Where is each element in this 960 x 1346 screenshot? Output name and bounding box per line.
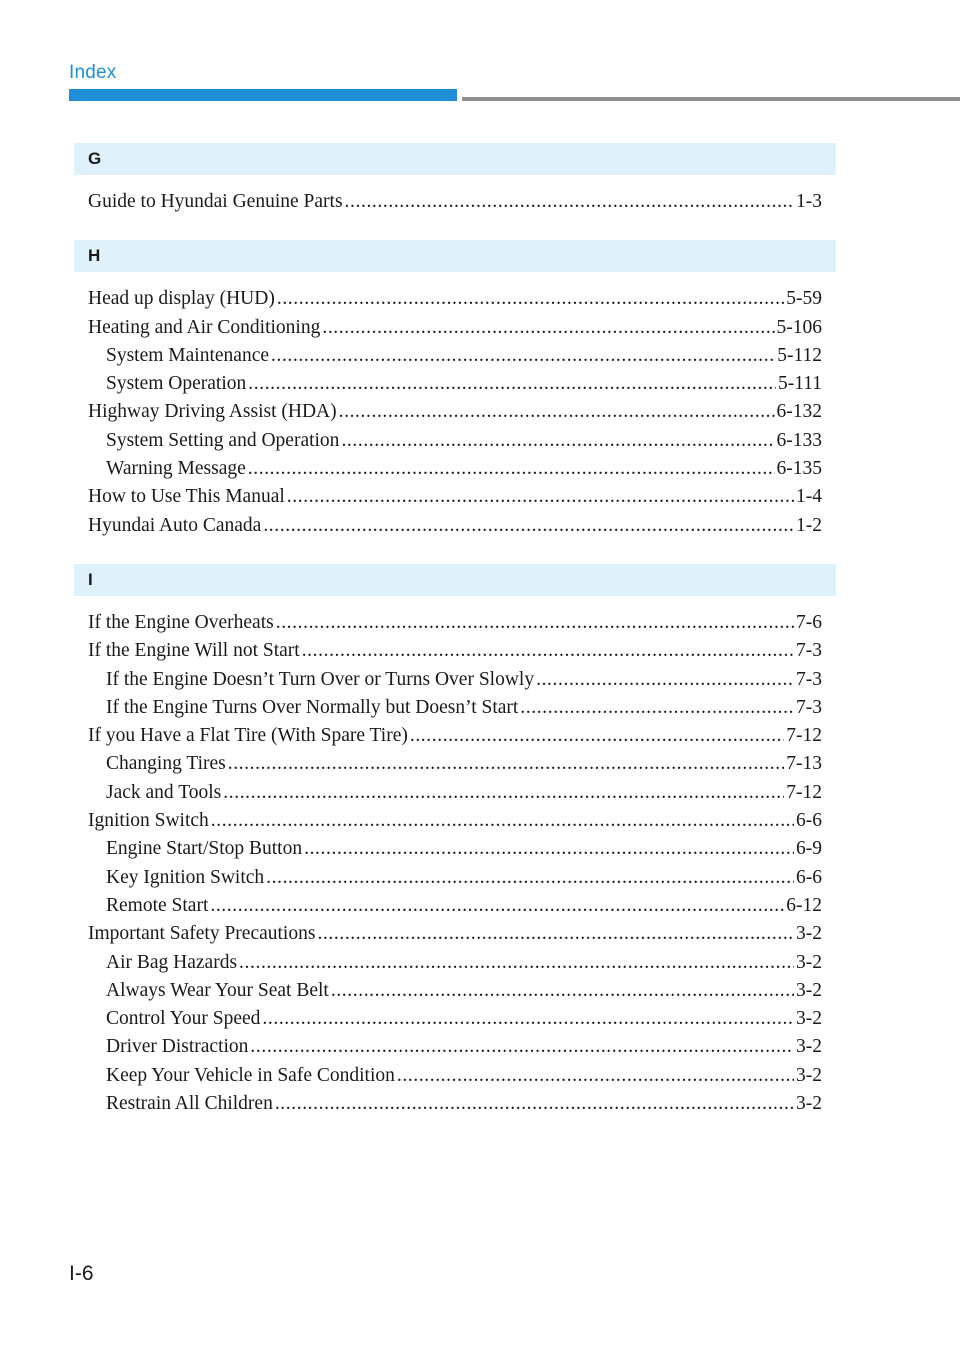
entry-label: Ignition Switch — [88, 810, 209, 832]
dot-leader — [275, 1090, 794, 1118]
index-subentry — [74, 1033, 836, 1061]
index-subentry — [74, 949, 836, 977]
entry-label: If the Engine Overheats — [88, 611, 274, 633]
entry-label: Driver Distraction — [106, 1036, 249, 1058]
entry-page-ref: 5-59 — [786, 288, 822, 310]
entry-page-ref: 3-2 — [796, 1036, 822, 1058]
entry-page-ref: 3-2 — [796, 1008, 822, 1030]
entry-page-ref: 7-3 — [796, 696, 822, 718]
entry-label: Engine Start/Stop Button — [106, 838, 303, 860]
index-entry — [74, 314, 836, 342]
entry-label: Changing Tires — [106, 753, 226, 775]
index-entry — [74, 512, 836, 540]
entry-page-ref: 7-3 — [796, 668, 822, 690]
entry-label: System Setting and Operation — [106, 429, 340, 451]
index-subentry — [74, 835, 836, 863]
index-subentry — [74, 694, 836, 722]
index-entry — [74, 285, 836, 313]
entry-label: Restrain All Children — [106, 1093, 273, 1115]
dot-leader — [250, 1033, 794, 1061]
index-content — [74, 143, 836, 1118]
entry-page-ref: 6-132 — [776, 401, 822, 423]
index-entry — [74, 483, 836, 511]
entry-page-ref: 5-112 — [777, 344, 822, 366]
entry-label: If the Engine Doesn’t Turn Over or Turns Over Slowly — [106, 668, 535, 690]
dot-leader — [410, 722, 784, 750]
dot-leader — [266, 864, 794, 892]
index-subentry — [74, 1090, 836, 1118]
entry-label: Always Wear Your Seat Belt — [106, 979, 329, 1001]
entry-label: Remote Start — [106, 894, 209, 916]
entry-page-ref: 7-12 — [786, 781, 822, 803]
entry-page-ref: 7-13 — [786, 753, 822, 775]
index-entry — [74, 637, 836, 665]
index-section-i — [74, 564, 836, 1118]
entry-label: Keep Your Vehicle in Safe Condition — [106, 1064, 395, 1086]
dot-leader — [228, 750, 785, 778]
section-letter-heading: I — [74, 564, 836, 596]
entry-page-ref: 7-12 — [786, 725, 822, 747]
entry-page-ref: 6-6 — [796, 866, 822, 888]
entry-page-ref: 3-2 — [796, 923, 822, 945]
dot-leader — [520, 694, 794, 722]
entry-label: Jack and Tools — [106, 781, 222, 803]
entry-label: System Operation — [106, 373, 247, 395]
index-subentry — [74, 864, 836, 892]
entry-page-ref: 3-2 — [796, 1064, 822, 1086]
index-subentry — [74, 892, 836, 920]
dot-leader — [276, 609, 794, 637]
entry-label: Important Safety Precautions — [88, 923, 316, 945]
dot-leader — [223, 779, 784, 807]
index-section-g — [74, 143, 836, 216]
index-subentry — [74, 977, 836, 1005]
index-entry — [74, 807, 836, 835]
entry-page-ref: 6-133 — [776, 429, 822, 451]
index-entry-list — [74, 285, 836, 540]
dot-leader — [262, 1005, 794, 1033]
section-letter-heading: H — [74, 240, 836, 272]
entry-page-ref: 3-2 — [796, 979, 822, 1001]
index-entry — [74, 398, 836, 426]
entry-page-ref: 1-4 — [796, 486, 822, 508]
index-entry-list — [74, 188, 836, 216]
dot-leader — [331, 977, 794, 1005]
dot-leader — [322, 314, 774, 342]
dot-leader — [302, 637, 794, 665]
dot-leader — [317, 920, 794, 948]
index-entry — [74, 609, 836, 637]
header-rule — [462, 97, 960, 101]
dot-leader — [277, 285, 784, 313]
entry-label: Highway Driving Assist (HDA) — [88, 401, 337, 423]
dot-leader — [287, 483, 794, 511]
entry-label: How to Use This Manual — [88, 486, 285, 508]
header-title: Index — [69, 62, 117, 83]
dot-leader — [536, 666, 794, 694]
index-subentry — [74, 1005, 836, 1033]
dot-leader — [397, 1062, 794, 1090]
dot-leader — [211, 807, 794, 835]
header-accent-bar — [69, 89, 457, 101]
dot-leader — [248, 455, 775, 483]
dot-leader — [304, 835, 794, 863]
entry-label: Key Ignition Switch — [106, 866, 265, 888]
entry-page-ref: 7-6 — [796, 611, 822, 633]
section-letter-heading: G — [74, 143, 836, 175]
entry-label: Head up display (HUD) — [88, 288, 275, 310]
index-entry — [74, 188, 836, 216]
dot-leader — [263, 512, 794, 540]
dot-leader — [339, 398, 775, 426]
index-subentry — [74, 370, 836, 398]
index-subentry — [74, 779, 836, 807]
entry-page-ref: 7-3 — [796, 640, 822, 662]
index-section-h — [74, 240, 836, 540]
index-subentry — [74, 1062, 836, 1090]
index-entry — [74, 722, 836, 750]
entry-label: Heating and Air Conditioning — [88, 316, 321, 338]
entry-page-ref: 6-6 — [796, 810, 822, 832]
entry-label: Air Bag Hazards — [106, 951, 238, 973]
page-number: I-6 — [69, 1262, 94, 1285]
entry-page-ref: 3-2 — [796, 951, 822, 973]
entry-page-ref: 3-2 — [796, 1093, 822, 1115]
entry-label: System Maintenance — [106, 344, 269, 366]
dot-leader — [210, 892, 784, 920]
entry-label: Guide to Hyundai Genuine Parts — [88, 191, 343, 212]
entry-page-ref: 6-135 — [776, 458, 822, 480]
index-subentry — [74, 666, 836, 694]
dot-leader — [341, 427, 774, 455]
index-subentry — [74, 455, 836, 483]
entry-page-ref: 5-111 — [777, 373, 822, 395]
entry-page-ref: 1-2 — [796, 514, 822, 536]
entry-page-ref: 6-12 — [786, 894, 822, 916]
entry-page-ref: 1-3 — [796, 191, 822, 212]
index-subentry — [74, 342, 836, 370]
entry-label: If the Engine Will not Start — [88, 640, 300, 662]
entry-label: If the Engine Turns Over Normally but Doesn’t Start — [106, 696, 519, 718]
entry-label: Warning Message — [106, 458, 246, 480]
entry-label: Hyundai Auto Canada — [88, 514, 262, 536]
index-entry — [74, 920, 836, 948]
index-entry-list — [74, 609, 836, 1118]
entry-page-ref: 6-9 — [796, 838, 822, 860]
entry-page-ref: 5-106 — [776, 316, 822, 338]
dot-leader — [248, 370, 776, 398]
index-subentry — [74, 750, 836, 778]
dot-leader — [271, 342, 775, 370]
index-subentry — [74, 427, 836, 455]
entry-label: If you Have a Flat Tire (With Spare Tire) — [88, 725, 408, 747]
dot-leader — [239, 949, 794, 977]
entry-label: Control Your Speed — [106, 1008, 261, 1030]
dot-leader — [345, 188, 794, 216]
